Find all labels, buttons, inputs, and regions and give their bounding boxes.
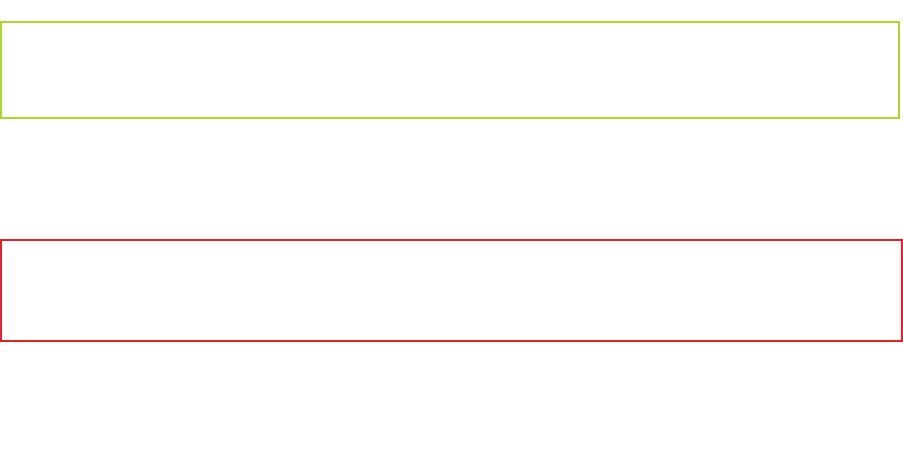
red-highlight-box bbox=[0, 239, 903, 342]
green-highlight-box bbox=[0, 21, 900, 119]
